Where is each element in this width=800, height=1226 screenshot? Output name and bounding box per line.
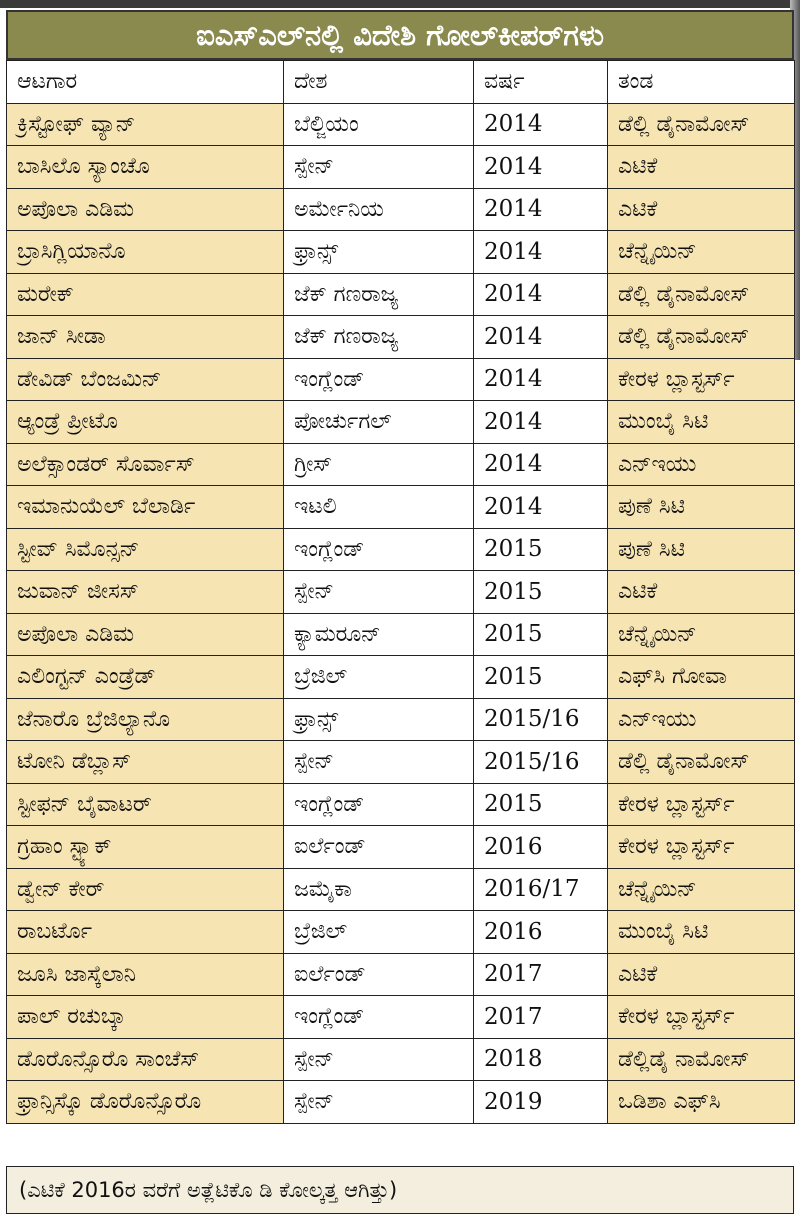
year-cell: 2015	[474, 613, 608, 656]
player-cell: ಡ್ವೇನ್ ಕೇರ್	[7, 868, 284, 911]
header-country: ದೇಶ	[284, 61, 474, 104]
country-cell: ಸ್ಪೇನ್	[284, 741, 474, 784]
team-cell: ಡೆಲ್ಲಿ ಡೈನಾಮೋಸ್	[608, 273, 795, 316]
team-cell: ಪುಣೆ ಸಿಟಿ	[608, 528, 795, 571]
team-cell: ಕೇರಳ ಬ್ಲಾಸ್ಟರ್ಸ್	[608, 783, 795, 826]
country-cell: ಐರ್ಲೆಂಡ್	[284, 953, 474, 996]
goalkeepers-table	[6, 60, 795, 1124]
player-cell: ಅಪೊಲಾ ಎಡಿಮ	[7, 188, 284, 231]
player-cell: ಸ್ಟೀವ್ ಸಿಮೊನ್ಸನ್	[7, 528, 284, 571]
player-cell: ಡೇವಿಡ್ ಬೆಂಜಮಿನ್	[7, 358, 284, 401]
country-cell: ಪೋರ್ಚುಗಲ್	[284, 401, 474, 444]
team-cell: ಎಟಿಕೆ	[608, 188, 795, 231]
country-cell: ಸ್ಪೇನ್	[284, 1038, 474, 1081]
header-team: ತಂಡ	[608, 61, 795, 104]
player-cell: ಅಪೊಲಾ ಎಡಿಮ	[7, 613, 284, 656]
country-cell: ಗ್ರೀಸ್	[284, 443, 474, 486]
player-cell: ಮರೇಕ್	[7, 273, 284, 316]
team-cell: ಎನ್‌ಇಯು	[608, 443, 795, 486]
player-cell: ಎಲಿಂಗ್ಟನ್ ಎಂಡ್ರೆಡ್	[7, 656, 284, 699]
year-cell: 2015	[474, 656, 608, 699]
player-cell: ಜಾನ್ ಸೀಡಾ	[7, 316, 284, 359]
player-cell: ಆ್ಯಂಡ್ರೆ ಪ್ರೀಟೊ	[7, 401, 284, 444]
country-cell: ಸ್ಪೇನ್	[284, 146, 474, 189]
year-cell: 2014	[474, 358, 608, 401]
year-cell: 2015	[474, 571, 608, 614]
top-border	[0, 0, 800, 8]
table-row	[7, 1038, 795, 1081]
table-row	[7, 103, 795, 146]
table-row	[7, 188, 795, 231]
year-cell: 2014	[474, 231, 608, 274]
team-cell: ಕೇರಳ ಬ್ಲಾಸ್ಟರ್ಸ್	[608, 996, 795, 1039]
team-cell: ಮುಂಬೈ ಸಿಟಿ	[608, 401, 795, 444]
player-cell: ಅಲೆಕ್ಸಾಂಡರ್ ಸೊರ್ವಾಸ್	[7, 443, 284, 486]
country-cell: ಇಂಗ್ಲೆಂಡ್	[284, 783, 474, 826]
team-cell: ಎಟಿಕೆ	[608, 146, 795, 189]
table-row	[7, 1081, 795, 1124]
player-cell: ಜೆನಾರೊ ಬ್ರೆಜಿಲ್ಯಾನೊ	[7, 698, 284, 741]
table-row	[7, 273, 795, 316]
year-cell: 2019	[474, 1081, 608, 1124]
year-cell: 2018	[474, 1038, 608, 1081]
team-cell: ಒಡಿಶಾ ಎಫ್‌ಸಿ	[608, 1081, 795, 1124]
player-cell: ಬ್ರಾಸಿಗ್ಲಿಯಾನೊ	[7, 231, 284, 274]
page-title: ಐಎಸ್‌ಎಲ್‌ನಲ್ಲಿ ವಿದೇಶಿ ಗೋಲ್‌ಕೀಪರ್‌ಗಳು	[6, 10, 794, 60]
team-cell: ಎಫ್‌ಸಿ ಗೋವಾ	[608, 656, 795, 699]
year-cell: 2017	[474, 953, 608, 996]
player-cell: ಇಮಾನುಯೆಲ್ ಬೆಲಾರ್ಡಿ	[7, 486, 284, 529]
table-row	[7, 528, 795, 571]
table-row	[7, 911, 795, 954]
table-row	[7, 443, 795, 486]
year-cell: 2014	[474, 188, 608, 231]
country-cell: ಇಟಲಿ	[284, 486, 474, 529]
team-cell: ಚೆನ್ನೈಯಿನ್	[608, 868, 795, 911]
country-cell: ಇಂಗ್ಲೆಂಡ್	[284, 358, 474, 401]
table-row	[7, 868, 795, 911]
country-cell: ಅರ್ಮೇನಿಯ	[284, 188, 474, 231]
team-cell: ಕೇರಳ ಬ್ಲಾಸ್ಟರ್ಸ್	[608, 826, 795, 869]
team-cell: ಡೆಲ್ಲಿ ಡೈನಾಮೋಸ್	[608, 103, 795, 146]
country-cell: ಸ್ಪೇನ್	[284, 1081, 474, 1124]
team-cell: ಡೆಲ್ಲಿ ಡೈನಾಮೋಸ್	[608, 316, 795, 359]
player-cell: ಜೂಸಿ ಜಾಸ್ಕೆಲಾನಿ	[7, 953, 284, 996]
country-cell: ಐರ್ಲೆಂಡ್	[284, 826, 474, 869]
header-year: ವರ್ಷ	[474, 61, 608, 104]
year-cell: 2014	[474, 443, 608, 486]
table-row	[7, 146, 795, 189]
player-cell: ಬಾಸಿಲೊ ಸ್ಯಾಂಚೊ	[7, 146, 284, 189]
table-row	[7, 571, 795, 614]
country-cell: ಸ್ಪೇನ್	[284, 571, 474, 614]
player-cell: ಕ್ರಿಸ್ಟೋಫ್ ವ್ಯಾನ್	[7, 103, 284, 146]
table-row	[7, 741, 795, 784]
year-cell: 2015	[474, 783, 608, 826]
year-cell: 2014	[474, 103, 608, 146]
team-cell: ಎನ್‌ಇಯು	[608, 698, 795, 741]
year-cell: 2017	[474, 996, 608, 1039]
table-row	[7, 783, 795, 826]
player-cell: ಜುವಾನ್ ಜೀಸಸ್	[7, 571, 284, 614]
table-row	[7, 486, 795, 529]
table-row	[7, 826, 795, 869]
year-cell: 2014	[474, 486, 608, 529]
team-cell: ಡೆಲ್ಲಿಡೈ ನಾಮೋಸ್	[608, 1038, 795, 1081]
team-cell: ಪುಣೆ ಸಿಟಿ	[608, 486, 795, 529]
table-row	[7, 953, 795, 996]
country-cell: ಇಂಗ್ಲೆಂಡ್	[284, 996, 474, 1039]
year-cell: 2015/16	[474, 698, 608, 741]
table-row	[7, 401, 795, 444]
player-cell: ಪಾಲ್ ರಚುಬ್ಕಾ	[7, 996, 284, 1039]
player-cell: ಸ್ಟೀಫನ್ ಬೈವಾಟರ್	[7, 783, 284, 826]
player-cell: ರಾಬರ್ಟೊ	[7, 911, 284, 954]
year-cell: 2014	[474, 146, 608, 189]
year-cell: 2015	[474, 528, 608, 571]
team-cell: ಡೆಲ್ಲಿ ಡೈನಾಮೋಸ್	[608, 741, 795, 784]
country-cell: ಕ್ಯಾಮರೂನ್	[284, 613, 474, 656]
team-cell: ಮುಂಬೈ ಸಿಟಿ	[608, 911, 795, 954]
table-row	[7, 316, 795, 359]
country-cell: ಜಮೈಕಾ	[284, 868, 474, 911]
year-cell: 2016	[474, 911, 608, 954]
player-cell: ಫ್ರಾನ್ಸಿಸ್ಕೊ ಡೊರೊನ್ಸೊರೊ	[7, 1081, 284, 1124]
table-row	[7, 656, 795, 699]
player-cell: ಡೊರೊನ್ಸೊರೊ ಸಾಂಚೆಸ್	[7, 1038, 284, 1081]
header-player: ಆಟಗಾರ	[7, 61, 284, 104]
year-cell: 2014	[474, 316, 608, 359]
country-cell: ಜೆಕ್ ಗಣರಾಜ್ಯ	[284, 273, 474, 316]
table-header-row	[7, 61, 795, 104]
year-cell: 2016	[474, 826, 608, 869]
team-cell: ಎಟಿಕೆ	[608, 571, 795, 614]
team-cell: ಚೆನ್ನೈಯಿನ್	[608, 231, 795, 274]
country-cell: ಬ್ರೆಜಿಲ್	[284, 656, 474, 699]
table-row	[7, 613, 795, 656]
table-row	[7, 698, 795, 741]
table-row	[7, 996, 795, 1039]
table-row	[7, 358, 795, 401]
player-cell: ಗ್ರಹಾಂ ಸ್ಟ್ಯಾಕ್	[7, 826, 284, 869]
player-cell: ಟೋನಿ ಡೆಬ್ಲಾಸ್	[7, 741, 284, 784]
year-cell: 2015/16	[474, 741, 608, 784]
country-cell: ಇಂಗ್ಲೆಂಡ್	[284, 528, 474, 571]
year-cell: 2016/17	[474, 868, 608, 911]
country-cell: ಫ್ರಾನ್ಸ್	[284, 698, 474, 741]
year-cell: 2014	[474, 401, 608, 444]
country-cell: ಜೆಕ್ ಗಣರಾಜ್ಯ	[284, 316, 474, 359]
country-cell: ಬ್ರೆಜಿಲ್	[284, 911, 474, 954]
year-cell: 2014	[474, 273, 608, 316]
footnote: (ಎಟಿಕೆ 2016ರ ವರೆಗೆ ಅತ್ಲೆಟಿಕೊ ಡಿ ಕೋಲ್ಕತ್ತ ಆಗಿತ್ತು)	[6, 1166, 794, 1214]
team-cell: ಎಟಿಕೆ	[608, 953, 795, 996]
country-cell: ಬೆಲ್ಜಿಯಂ	[284, 103, 474, 146]
country-cell: ಫ್ರಾನ್ಸ್	[284, 231, 474, 274]
table-row	[7, 231, 795, 274]
team-cell: ಚೆನ್ನೈಯಿನ್	[608, 613, 795, 656]
team-cell: ಕೇರಳ ಬ್ಲಾಸ್ಟರ್ಸ್	[608, 358, 795, 401]
